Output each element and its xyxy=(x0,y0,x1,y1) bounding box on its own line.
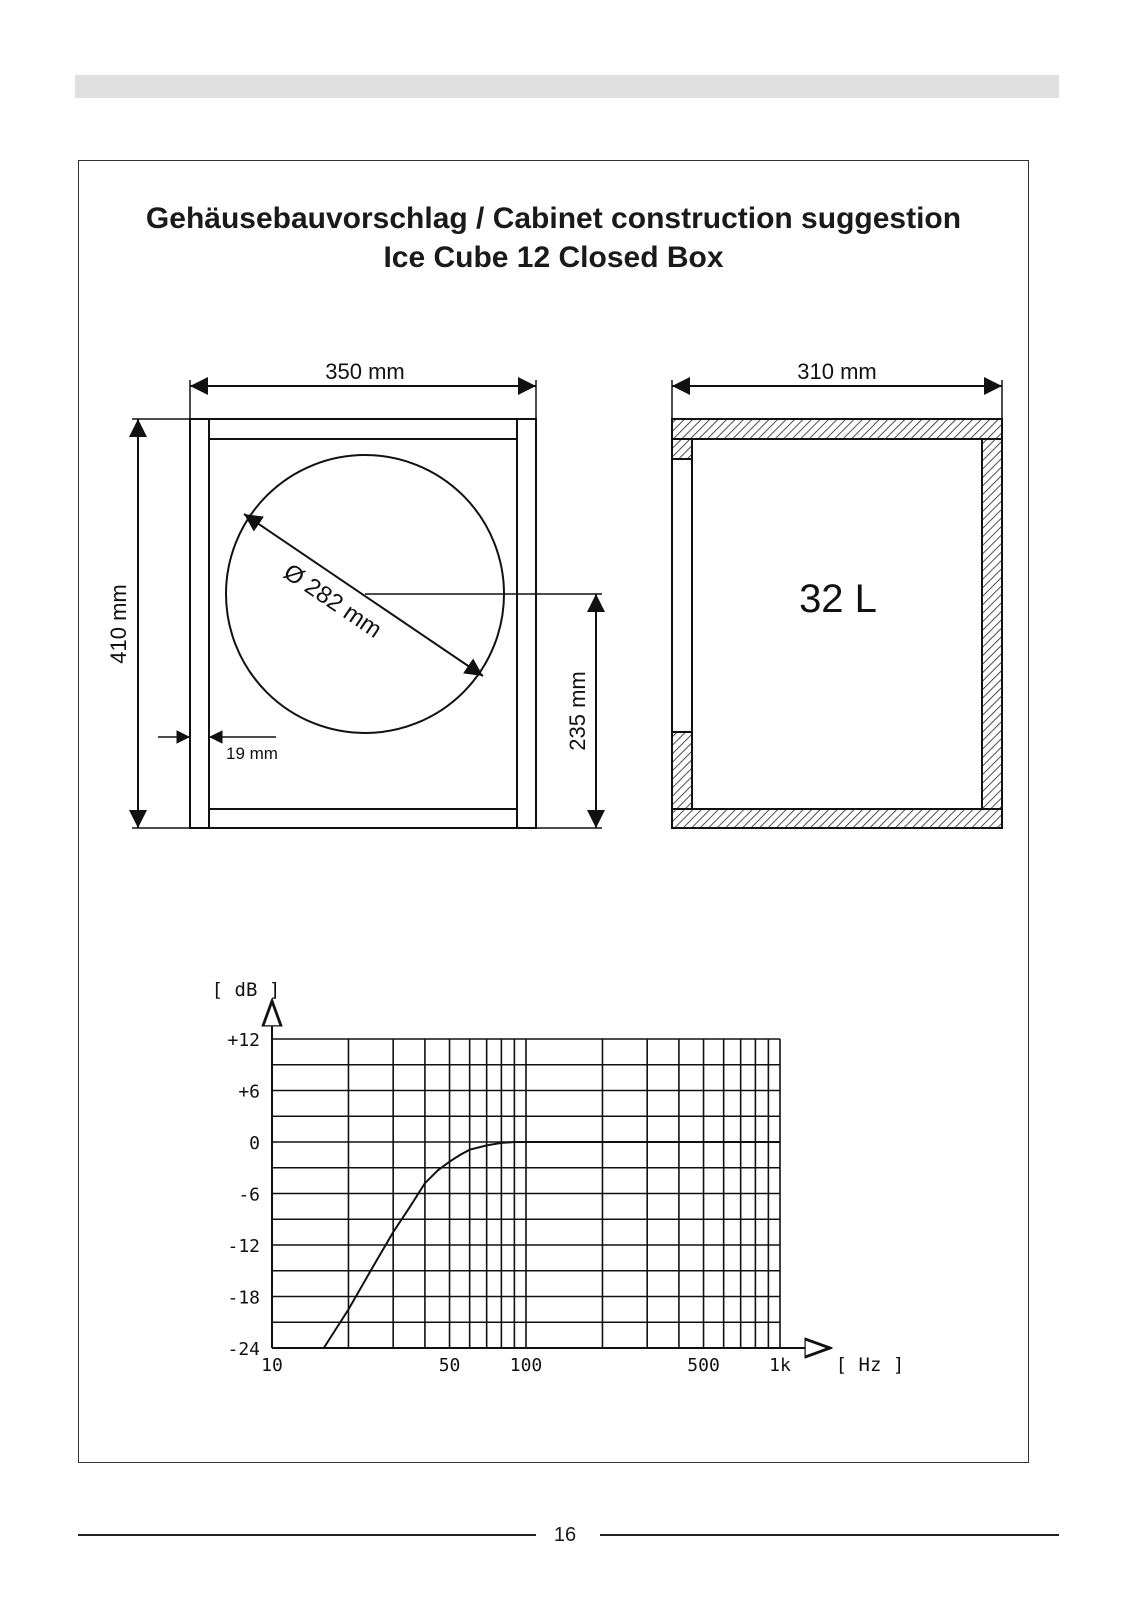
x-tick-label: 100 xyxy=(509,1355,543,1376)
x-axis-label: [ Hz ] xyxy=(835,1354,905,1376)
y-tick-label: -12 xyxy=(227,1236,260,1257)
y-tick-label: +6 xyxy=(238,1081,260,1103)
chart-x-ticks xyxy=(261,1355,791,1376)
volume-label: 32 L xyxy=(799,577,877,621)
width-label: 350 mm xyxy=(325,359,405,384)
side-wall-back xyxy=(982,439,1002,809)
footer-line-left xyxy=(78,1534,536,1536)
chart-grid xyxy=(272,1039,780,1348)
x-tick-label: 500 xyxy=(687,1355,720,1376)
height-label: 410 mm xyxy=(106,584,131,664)
y-tick-label: +12 xyxy=(227,1030,260,1051)
x-tick-label: 50 xyxy=(438,1355,461,1376)
y-axis-label: [ dB ] xyxy=(211,979,281,1001)
title-line-2: Ice Cube 12 Closed Box xyxy=(383,241,724,274)
side-baffle-lower xyxy=(672,732,692,809)
depth-label: 310 mm xyxy=(797,359,877,384)
x-tick-label: 1k xyxy=(769,1355,791,1376)
diameter-label: Ø 282 mm xyxy=(278,558,387,644)
wall-thickness-label: 19 mm xyxy=(226,744,278,763)
diameter-dimension-line xyxy=(244,514,483,676)
x-tick-label: 10 xyxy=(261,1355,283,1376)
title-line-1: Gehäusebauvorschlag / Cabinet construction suggestion xyxy=(145,202,962,235)
side-wall-bottom xyxy=(672,809,1002,828)
y-tick-label: -6 xyxy=(238,1184,260,1206)
footer-line-right xyxy=(600,1534,1059,1536)
y-tick-label: 0 xyxy=(249,1133,260,1154)
center-height-label: 235 mm xyxy=(565,671,590,751)
side-wall-top xyxy=(672,419,1002,439)
y-tick-label: -18 xyxy=(227,1287,260,1309)
frequency-response-chart xyxy=(212,979,905,1376)
chart-y-ticks xyxy=(227,1030,260,1360)
y-tick-label: -24 xyxy=(227,1339,260,1360)
page-number: 16 xyxy=(553,1524,577,1546)
front-view xyxy=(132,380,602,828)
side-baffle-upper xyxy=(672,439,692,459)
